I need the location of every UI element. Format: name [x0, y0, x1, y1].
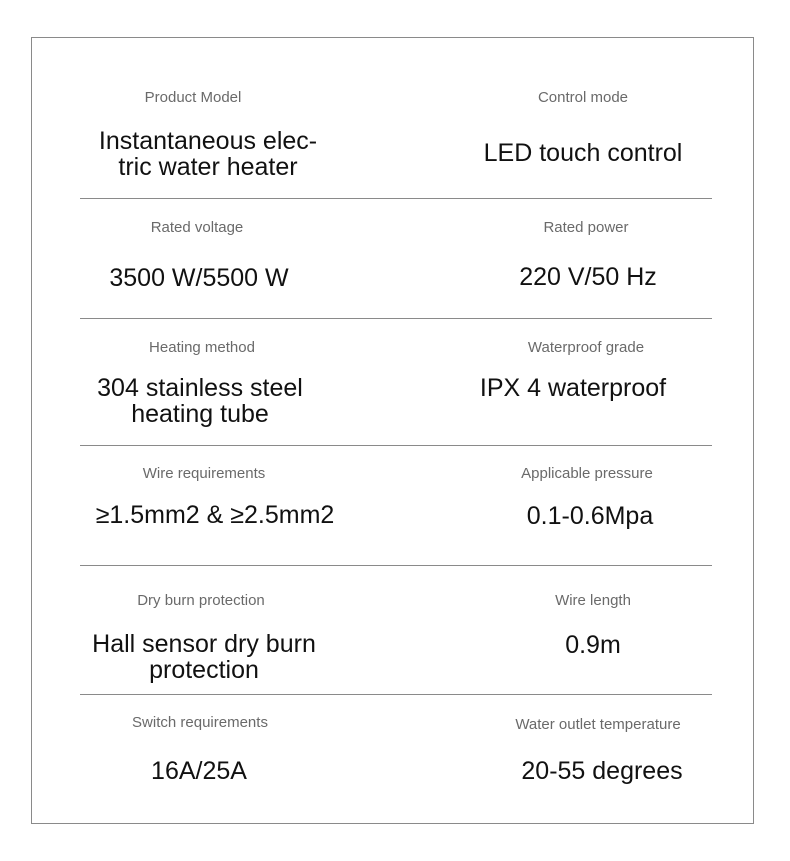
spec-value-heating-method: 304 stainless steel heating tube: [97, 374, 303, 428]
row-divider: [80, 445, 712, 446]
spec-label-wire-length: Wire length: [555, 592, 631, 609]
row-divider: [80, 318, 712, 319]
row-divider: [80, 198, 712, 199]
spec-value-water-outlet-temperature: 20-55 degrees: [521, 757, 683, 785]
spec-value-product-model: Instantaneous elec- tric water heater: [98, 127, 318, 181]
spec-label-rated-voltage: Rated voltage: [150, 219, 244, 236]
spec-value-dry-burn-protection: Hall sensor dry burn protection: [92, 630, 316, 684]
spec-label-switch-requirements: Switch requirements: [132, 714, 268, 731]
spec-value-rated-power: 220 V/50 Hz: [519, 263, 657, 291]
spec-value-applicable-pressure: 0.1-0.6Mpa: [526, 502, 654, 530]
spec-label-rated-power: Rated power: [543, 219, 629, 236]
spec-value-wire-requirements: ≥1.5mm2 & ≥2.5mm2: [95, 501, 335, 529]
spec-label-control-mode: Control mode: [537, 89, 629, 106]
spec-label-product-model: Product Model: [144, 89, 242, 106]
spec-value-control-mode: LED touch control: [483, 139, 683, 167]
spec-value-waterproof-grade: IPX 4 waterproof: [479, 374, 667, 402]
row-divider: [80, 694, 712, 695]
spec-value-wire-length: 0.9m: [565, 631, 621, 659]
spec-value-switch-requirements: 16A/25A: [151, 757, 247, 785]
spec-label-water-outlet-temperature: Water outlet temperature: [515, 716, 681, 733]
spec-label-wire-requirements: Wire requirements: [142, 465, 266, 482]
spec-label-heating-method: Heating method: [149, 339, 255, 356]
spec-label-dry-burn-protection: Dry burn protection: [137, 592, 265, 609]
row-divider: [80, 565, 712, 566]
spec-value-rated-voltage: 3500 W/5500 W: [109, 264, 289, 292]
spec-label-waterproof-grade: Waterproof grade: [527, 339, 645, 356]
spec-label-applicable-pressure: Applicable pressure: [521, 465, 653, 482]
